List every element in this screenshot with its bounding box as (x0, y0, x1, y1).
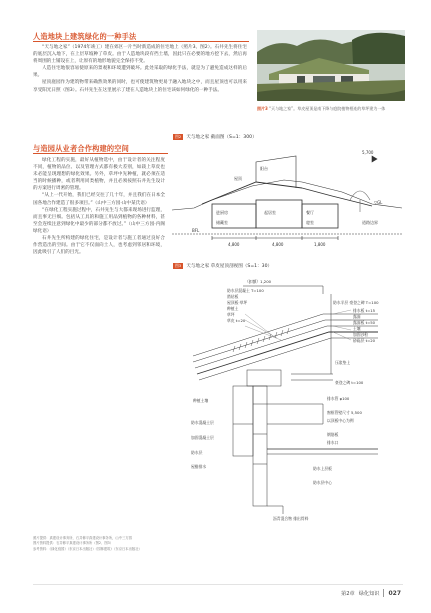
figure3-tag: 图3 (175, 263, 182, 268)
figure3-label-left-7: 草皮 t=20 (227, 318, 246, 323)
figure2-dim-3: 4,800 (272, 242, 284, 247)
house-photo (257, 30, 405, 101)
figure2-label-roof: 屋顶 (234, 176, 242, 181)
figure3-label-left-4: 屋顶板·草坪 (227, 300, 248, 305)
figure3-bottom-label: 沥青混合物 排出骨料 (273, 516, 309, 521)
figure2-label-bfl: BFL (192, 228, 200, 233)
section1-paragraph-3: 屋顶庭园作为建筑物带来确然效果的同时，也可使建筑物更易于融入地块之中，而且屋顶也可以用来享受阳光日照（图3）。石井先生在这里展示了建在人造地块上的住宅该如何绿化的一种手法。 (33, 80, 247, 93)
figure3-label-left-6: 草坪 (227, 312, 235, 317)
figure3-label (173, 263, 272, 269)
figure3-label-left-3: 凿钻板 (227, 294, 239, 299)
figure3-title: 天与地之家 草皮屋顶剖视图（S=1：30） (186, 264, 273, 269)
figure3-label-right-2: 排水板 t=15 (353, 308, 376, 313)
photo-caption-text: “天与地之家”。草皮屋顶是南下降与庭院植物相连的草坪建为一体 (269, 106, 386, 111)
section1-rule (33, 41, 249, 42)
figure3-label-right-7: 砂砾层 t=20 (353, 338, 376, 343)
footer-section: 绿化知识 (358, 590, 380, 597)
figure2-tag: 图2 (175, 134, 182, 139)
figure3-label-right-10: 排水管 φ100 (327, 396, 350, 401)
section2-title: 与造园从业者合作构建的空间 (33, 144, 130, 153)
figure2-dim-4: 1,800 (314, 242, 326, 247)
figure3-label-left-9: 防水混凝土层 (191, 420, 214, 425)
figure2-label-dining: 餐厅 (306, 210, 314, 215)
figure2-label-kitchen: 进厨房 (216, 210, 228, 215)
section1-paragraph-2: 人造住宅地很容易使原来的景观和环境遭到破坏。此处采取的绿化手法，就是为了避免造成这样的后果。 (33, 66, 247, 79)
figure3-label-right-1: 防水半层 豪登之碑 T=100 (333, 300, 379, 305)
credits-line-3: 参考资料：《绿化庭园》（东京日本出版社）《园林建筑》（东京日本出版社） (33, 546, 142, 551)
footer-separator (383, 589, 384, 597)
section1-body (33, 44, 247, 94)
figure2-label-living: 起居室 (264, 210, 276, 215)
credits-line-2: 图片资料提供：石井修平真建设计事务所（图2、图3） (33, 541, 114, 546)
figure3-label-left-8: 种植土壤 (193, 398, 209, 403)
figure3-label-left-10: 加固混凝土层 (191, 435, 214, 440)
figure3-label-right-9: 豪登之碑 t=100 (335, 380, 364, 385)
figure2-label-storage: 储藏室 (216, 220, 228, 225)
section2-paragraph-2: “从上一代开始，我们已经交往了几十年，并且我们在日本全国各地合作建造了很多项目。”（山中三方园·山中某氏语） (33, 193, 165, 206)
section2-paragraph-3: “在绿化工程实施过程中，石井先生与大都来现场进行监理，而且事无巨细。包括从工具的和施工用品到植物的各种材料，甚至会连续注意到绿化中最少的部分都不放过。”（山中三方园·内阁绿化语） (33, 207, 165, 234)
figure3-label-right-15: 防水上层板 (313, 466, 332, 471)
figure2-label-bedroom: 寝室 (306, 220, 314, 225)
figure3-label-right-6: 加固沙粒 (353, 332, 369, 337)
figure3-label-right-4: 露面板 t=50 (353, 320, 376, 325)
figure2-gl: ▽GL (374, 200, 383, 205)
figure3-label-right-12: 以顶板中心为例 (327, 418, 354, 423)
figure3-label-left-5: 种植土 (227, 306, 239, 311)
figure3-label-right-3: 露面 (353, 314, 361, 319)
figure3-label-right-14: 排水口 (327, 440, 339, 445)
house-photo-image (257, 30, 405, 101)
figure2-dim-1: 5,700 (362, 150, 374, 155)
figure2-label-road-boundary: 道路边界 (362, 220, 378, 225)
figure3-label-right-16: 防水层中心 (313, 480, 332, 485)
section2-paragraph-1: 绿化工程的实施，最好从植物选中，由于设计者的关注程度不同，植物的品位、以及管理方式都有极大差别，如栽上草皮也未必能呈现理想的绿化效果。另外，草坪中先种植，就必须在适当的时候播种，或者利用同类植物，并且必须按照石井先生设计的方案进行周密的管理。 (33, 158, 165, 192)
figure2-label (173, 134, 257, 140)
photo-caption (257, 106, 407, 112)
figure2-title: 天与地之家 截面图（S=1：300） (186, 135, 257, 140)
photo-caption-number: 照片3 (257, 106, 268, 111)
section-drawing (172, 142, 402, 262)
section2-paragraph-4: 石井先生所构建的绿化住宅，是设计者与施工者通过良好合作营造出的空间。由于它不仅面向土人，也考虑到邻居和环境，因此吸引了人们的目光。 (33, 236, 165, 256)
figure3-label-right-13: 钢筋板 (327, 432, 339, 437)
section1-paragraph-1: “天与地之家”（1974年竣工）建在郊区一片当时新造成的住宅地上（照片3、图2）。石井先生将住宅的底层沉入地下，在上层草坡种了草皮。由于人造地块段有挡土墙，因此只在必要的地方挖下去，然后再将周围的土铺设在上，让原有的地形地貌完全保持不变。 (33, 45, 247, 65)
section1-title: 人造地块上建筑绿化的一种手法 (33, 32, 137, 41)
footer-rule (33, 584, 403, 585)
figure3-label-left-1: （扣额）1,200 (245, 279, 272, 284)
figure3-label-right-11: 窗框管壁尺寸 5,500 (327, 410, 362, 415)
figure3-label-right-8: 压浆垫上 (335, 360, 351, 365)
figure3-label-right-5: 土壤 (353, 326, 361, 331)
page-number: 027 (388, 589, 401, 597)
figure3-label-left-12: 屋檐排水 (191, 464, 207, 469)
figure3-label-left-11: 防水层 (191, 450, 203, 455)
credits-footnote (33, 536, 403, 552)
figure3-label-left-2: 防水层混凝土 T=100 (227, 288, 264, 293)
footer-chapter: 第2章 (341, 590, 355, 597)
section2-body (33, 157, 165, 256)
roof-detail-drawing (173, 274, 403, 522)
page-footer (341, 589, 401, 597)
figure2-dim-2: 4,800 (228, 242, 240, 247)
section2-rule (33, 153, 168, 154)
figure2-label-balcony: 阳台 (260, 166, 268, 171)
credits-line-1: 照片提供：真建设计事务所，石井修平真建设计事务所，山中三方园 (33, 536, 132, 540)
